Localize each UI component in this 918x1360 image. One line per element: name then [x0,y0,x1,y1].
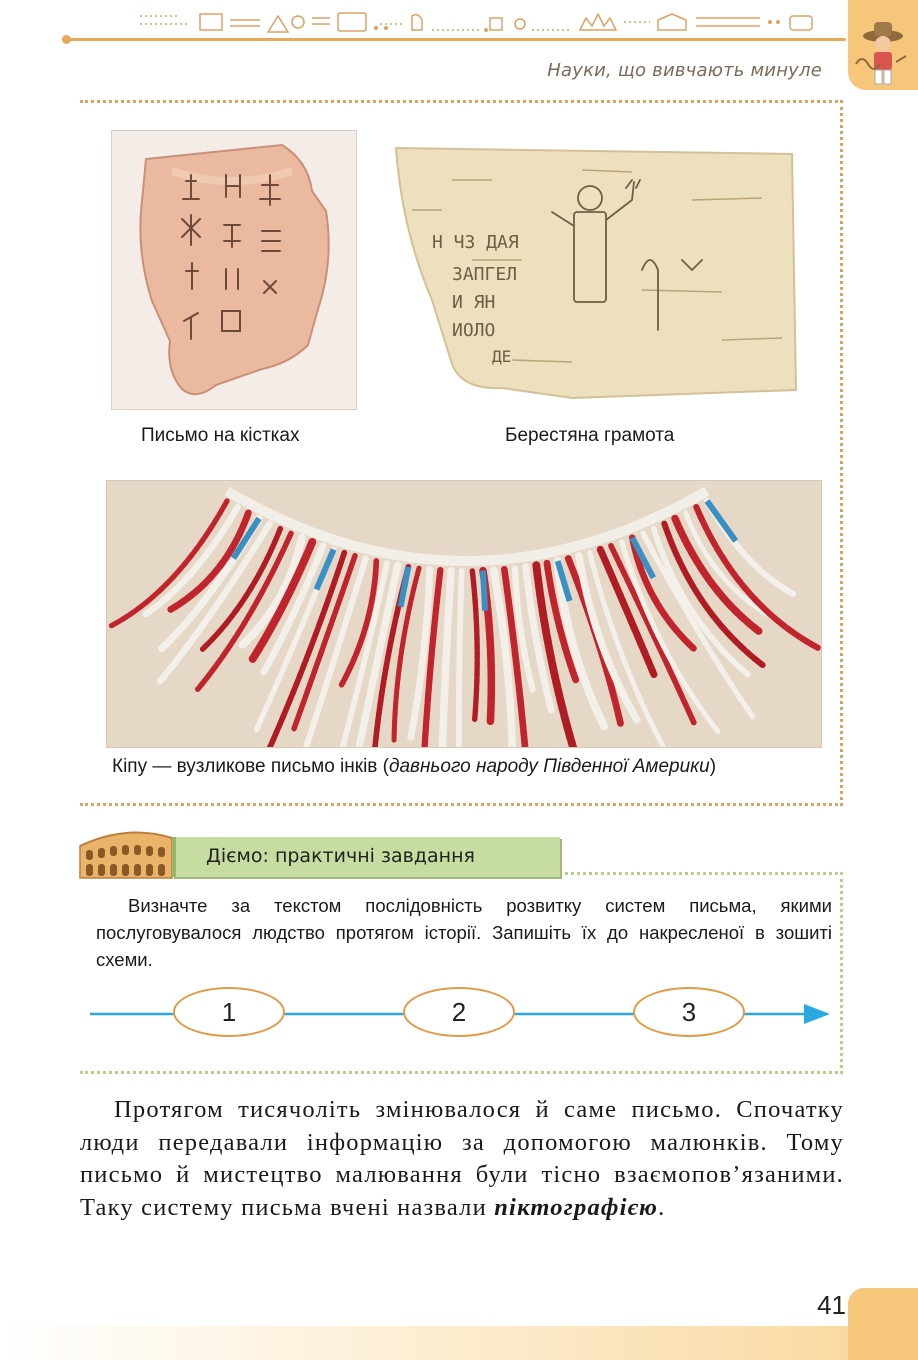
svg-text:И ЯН: И ЯН [452,292,496,313]
task-banner-title: Діємо: практичні завдання [206,845,475,867]
colosseum-icon [76,820,176,882]
page-corner-tab [848,1288,918,1360]
svg-text:ЗАПГЕЛ: ЗАПГЕЛ [452,264,518,285]
kipu-caption-end: ) [709,756,717,777]
svg-text:Н ЧЗ ДАЯ: Н ЧЗ ДАЯ [432,232,519,253]
page-number: 41 [817,1290,846,1320]
bone-writing-caption: Письмо на кістках [141,425,300,446]
birch-bark-image [392,140,804,402]
sequence-node-2: 2 [403,987,515,1037]
svg-text:ИОЛО: ИОЛО [452,320,496,341]
task-instructions [96,892,832,973]
sequence-node-1: 1 [173,987,285,1037]
header-ornament [140,10,830,36]
footer-band [0,1326,918,1360]
kipu-caption [112,756,716,778]
bone-writing-image [111,130,357,410]
kipu-caption-italic: давнього народу Південної Америки [388,756,710,777]
kipu-cord [459,571,462,745]
kipu-image [106,480,822,748]
sequence-node-3: 3 [633,987,745,1037]
body-paragraph [80,1094,844,1224]
birch-bark-caption: Берестяна грамота [505,425,675,446]
svg-text:ДЕ: ДЕ [492,347,512,366]
body-paragraph-end: . [658,1193,666,1221]
task-instructions-text: Визначте за текстом послідовність розвитку систем письма, якими послуговувалося людство протягом історії. Запишіть їх до накресленої в зошиті схеми. [96,895,832,970]
key-term: піктографією [494,1193,659,1221]
body-paragraph-text: Протягом тисячоліть змінювалося й саме письмо. Спочатку люди передавали інформацію за допомогою малюнків. Тому письмо й мистецтво малювання були тісно взаємопов’язаними. Таку систему письма вчені назвали [80,1096,844,1221]
kipu-cord-blue [483,571,485,611]
kipu-caption-text: Кіпу — вузликове письмо інків ( [112,756,389,777]
running-header: Науки, що вивчають минуле [547,60,822,81]
header-line [66,38,846,41]
explorer-icon [852,14,914,86]
